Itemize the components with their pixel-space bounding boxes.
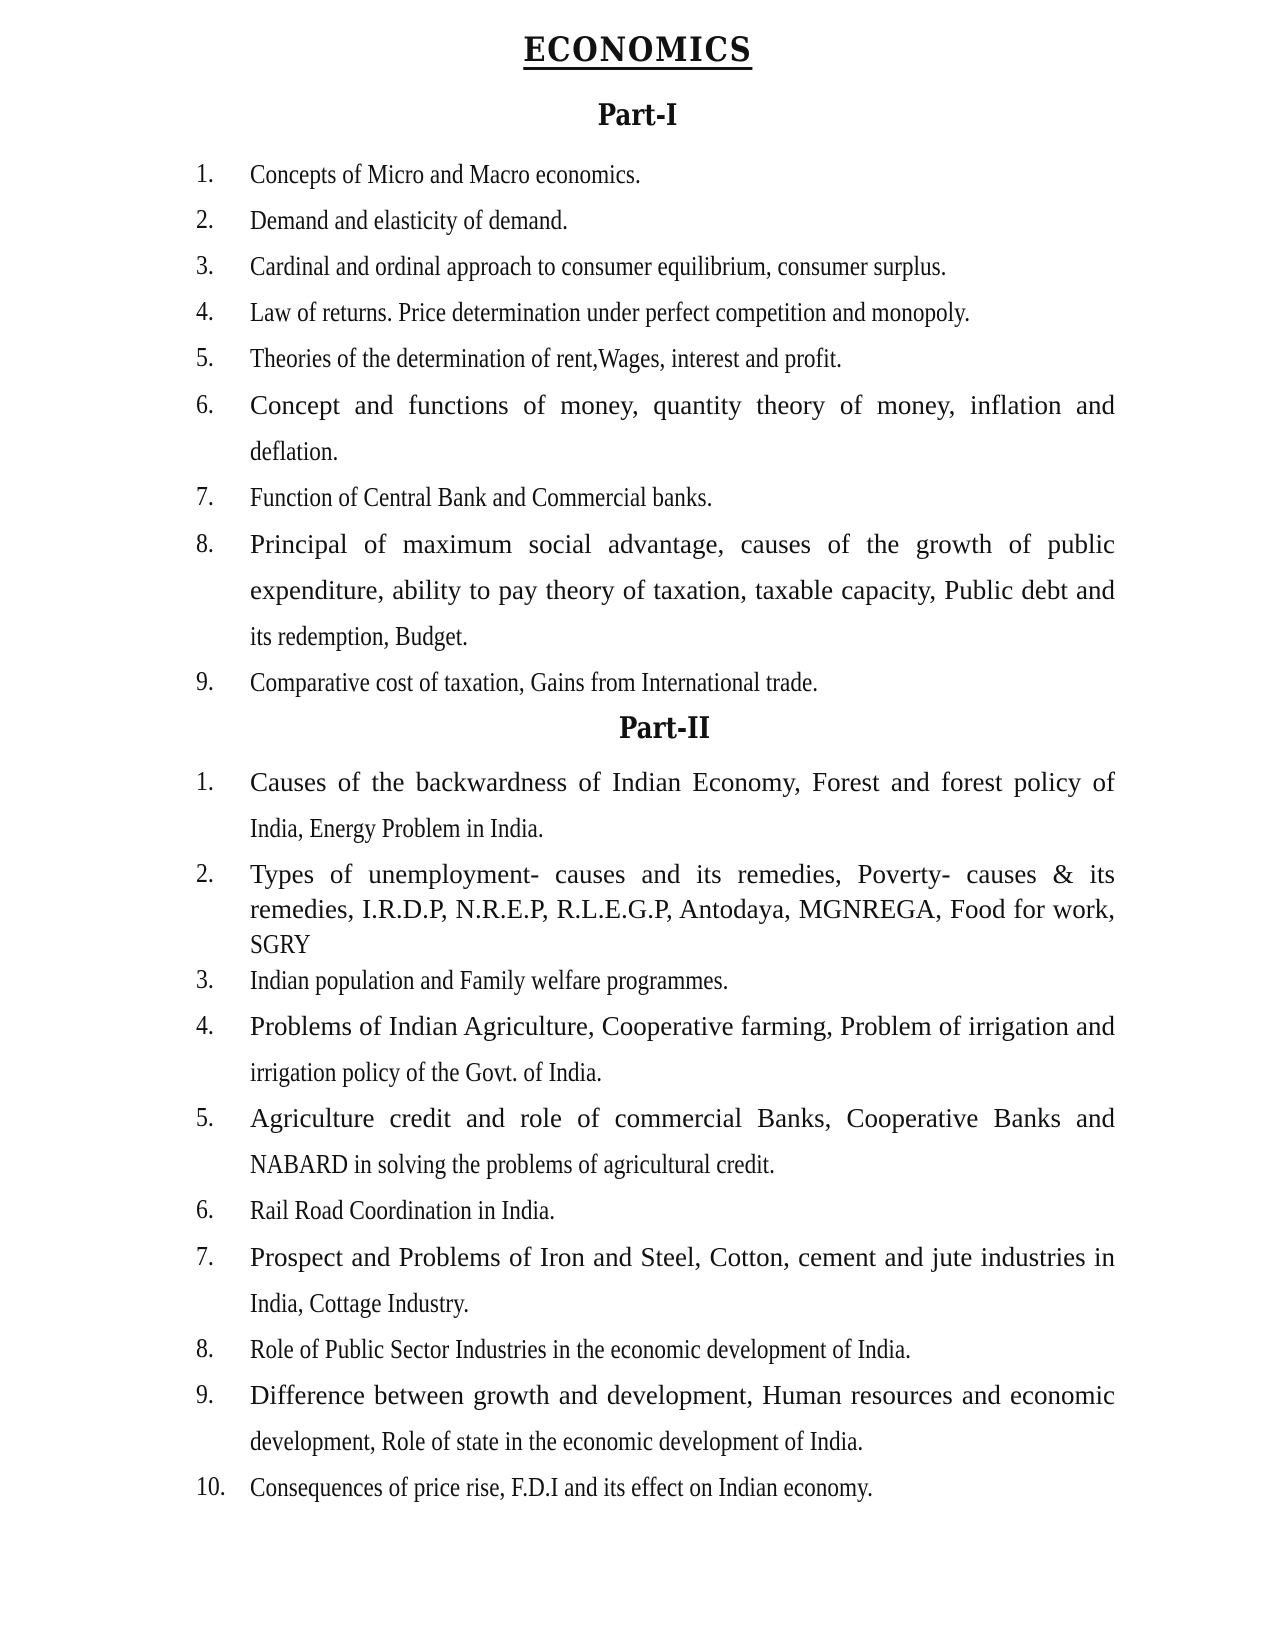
item-text: Principal of maximum social advantage, causes of the growth of public (250, 529, 1115, 559)
item-text-continued: its redemption, Budget. (250, 621, 468, 651)
item-text: Types of unemployment- causes and its remedies, Poverty- causes & its (250, 859, 1115, 889)
document-title-text: ECONOMICS (523, 30, 753, 70)
item-number: 9. (196, 666, 214, 696)
item-text: Law of returns. Price determination under perfect competition and monopoly. (250, 297, 971, 327)
item-number: 1. (196, 158, 214, 188)
item-text: Concept and functions of money, quantity theory of money, inflation and (250, 390, 1115, 420)
item-number: 8. (196, 528, 214, 558)
item-number: 2. (196, 858, 214, 888)
item-text: Comparative cost of taxation, Gains from International trade. (250, 667, 819, 697)
item-text: Difference between growth and development, Human resources and economic (250, 1380, 1115, 1410)
item-number: 3. (196, 250, 214, 280)
part-1-heading: Part-I (597, 98, 678, 133)
item-number: 6. (196, 389, 214, 419)
item-text-continued: remedies, I.R.D.P, N.R.E.P, R.L.E.G.P, Antodaya, MGNREGA, Food for work, (250, 894, 1115, 924)
item-text: Demand and elasticity of demand. (250, 205, 568, 235)
item-text: Agriculture credit and role of commercial Banks, Cooperative Banks and (250, 1103, 1115, 1133)
item-number: 4. (196, 1010, 214, 1040)
item-number: 6. (196, 1194, 214, 1224)
item-number: 7. (196, 481, 214, 511)
item-text-continued: development, Role of state in the economic development of India. (250, 1426, 864, 1456)
item-text-continued: India, Cottage Industry. (250, 1288, 470, 1318)
item-text: Function of Central Bank and Commercial banks. (250, 482, 713, 512)
item-text: Concepts of Micro and Macro economics. (250, 159, 641, 189)
item-number: 5. (196, 1102, 214, 1132)
item-number: 8. (196, 1333, 214, 1363)
item-text: Problems of Indian Agriculture, Cooperative farming, Problem of irrigation and (250, 1011, 1115, 1041)
item-text: Consequences of price rise, F.D.I and its effect on Indian economy. (250, 1472, 873, 1502)
document-title (90, 30, 1187, 70)
item-text-continued: deflation. (250, 436, 339, 466)
item-number: 2. (196, 204, 214, 234)
item-number: 1. (196, 766, 214, 796)
item-number: 10. (196, 1471, 226, 1501)
item-text: Prospect and Problems of Iron and Steel, Cotton, cement and jute industries in (250, 1242, 1115, 1272)
item-text: Theories of the determination of rent,Wages, interest and profit. (250, 343, 842, 373)
item-text: Role of Public Sector Industries in the economic development of India. (250, 1334, 911, 1364)
item-text: Causes of the backwardness of Indian Economy, Forest and forest policy of (250, 767, 1115, 797)
item-text-continued: irrigation policy of the Govt. of India. (250, 1057, 603, 1087)
item-number: 7. (196, 1241, 214, 1271)
part-2-heading: Part-II (618, 711, 711, 746)
item-text-continued: India, Energy Problem in India. (250, 813, 544, 843)
item-text: Rail Road Coordination in India. (250, 1195, 556, 1225)
item-text-continued: expenditure, ability to pay theory of taxation, taxable capacity, Public debt and (250, 575, 1115, 605)
item-number: 4. (196, 296, 214, 326)
item-text: Cardinal and ordinal approach to consumer equilibrium, consumer surplus. (250, 251, 947, 281)
item-text-continued: NABARD in solving the problems of agricultural credit. (250, 1149, 775, 1179)
item-number: 5. (196, 342, 214, 372)
item-text: Indian population and Family welfare programmes. (250, 965, 729, 995)
item-number: 9. (196, 1379, 214, 1409)
item-text-continued: SGRY (250, 929, 311, 959)
item-number: 3. (196, 964, 214, 994)
